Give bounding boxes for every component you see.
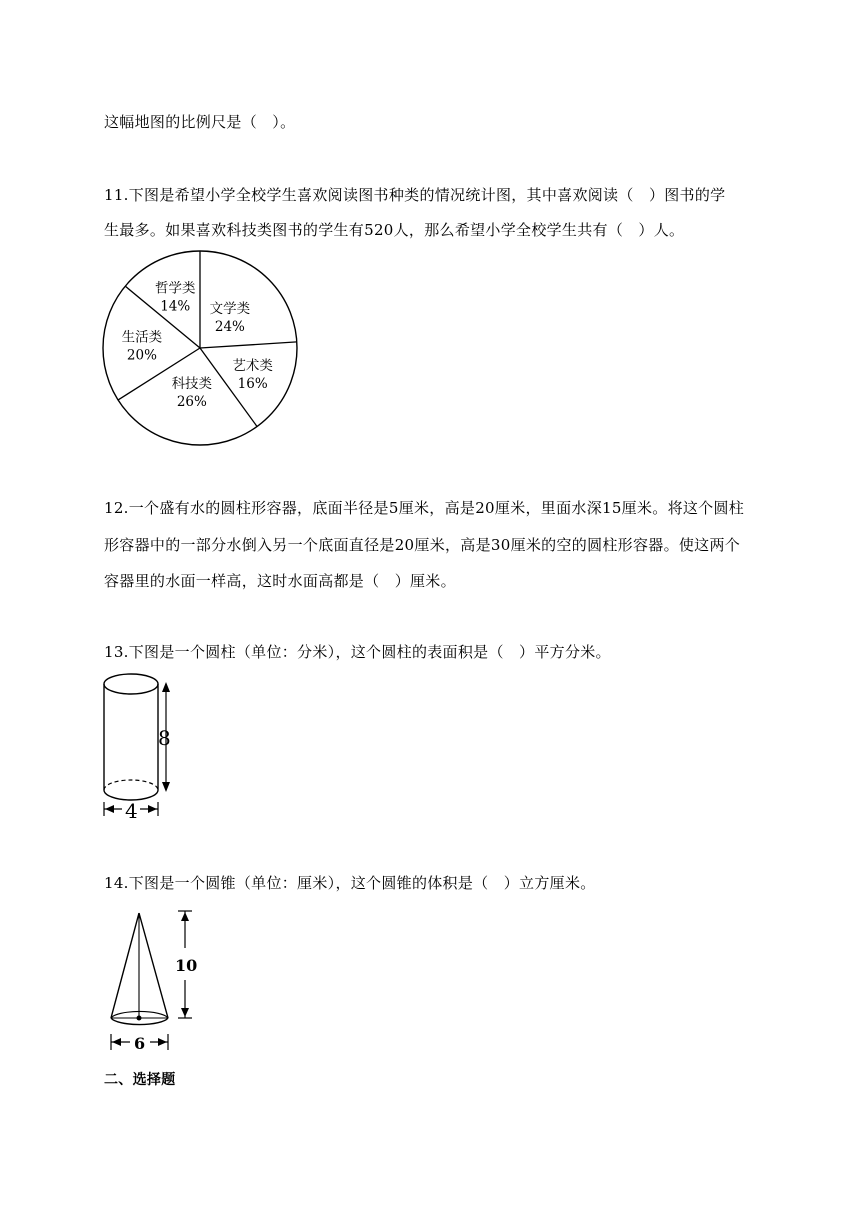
section-2-heading: 二、选择题 [104,1072,176,1088]
question-12-line-1: 12.一个盛有水的圆柱形容器，底面半径是5厘米，高是20厘米，里面水深15厘米。将这个圆柱 [104,499,745,517]
cylinder-height-label: 8 [158,726,171,750]
question-14: 14.下图是一个圆锥（单位：厘米），这个圆锥的体积是（ ）立方厘米。 [104,874,596,892]
question-12-line-3: 容器里的水面一样高，这时水面高都是（ ）厘米。 [104,572,456,590]
pie-slice-percent: 24% [214,319,245,336]
text-map-scale: 这幅地图的比例尺是（ ）。 [104,113,296,131]
cone-left-edge [111,913,139,1018]
question-12-line-2: 形容器中的一部分水倒入另一个底面直径是20厘米，高是30厘米的空的圆柱形容器。使这两个 [104,536,741,554]
pie-slice-percent: 26% [176,393,207,410]
arrowhead-down [181,1008,189,1017]
cone-center-dot [137,1016,142,1021]
question-13: 13.下图是一个圆柱（单位：分米），这个圆柱的表面积是（ ）平方分米。 [104,643,611,661]
pie-slice-percent: 16% [237,375,268,392]
pie-slice-name: 哲学类 [154,280,196,297]
pie-slice-name: 科技类 [171,375,213,392]
question-11-line-2: 生最多。如果喜欢科技类图书的学生有520人，那么希望小学全校学生共有（ ）人。 [104,221,685,239]
pie-slice-name: 艺术类 [232,357,273,374]
cylinder-diameter-label: 4 [125,799,138,823]
pie-slice-percent: 14% [160,298,191,315]
arrowhead-up [181,912,189,921]
pie-slice-name: 生活类 [121,329,163,346]
question-11-line-1: 11.下图是希望小学全校学生喜欢阅读图书种类的情况统计图，其中喜欢阅读（ ）图书的学 [104,186,726,204]
cone-height-label: 10 [175,956,198,975]
cone-right-edge [139,913,168,1018]
cone-diameter-label: 6 [134,1034,146,1053]
pie-slice-name: 文学类 [209,301,251,318]
arrowhead-right [158,1038,167,1046]
pie-slice-percent: 20% [126,347,157,364]
arrowhead-left [112,1038,121,1046]
